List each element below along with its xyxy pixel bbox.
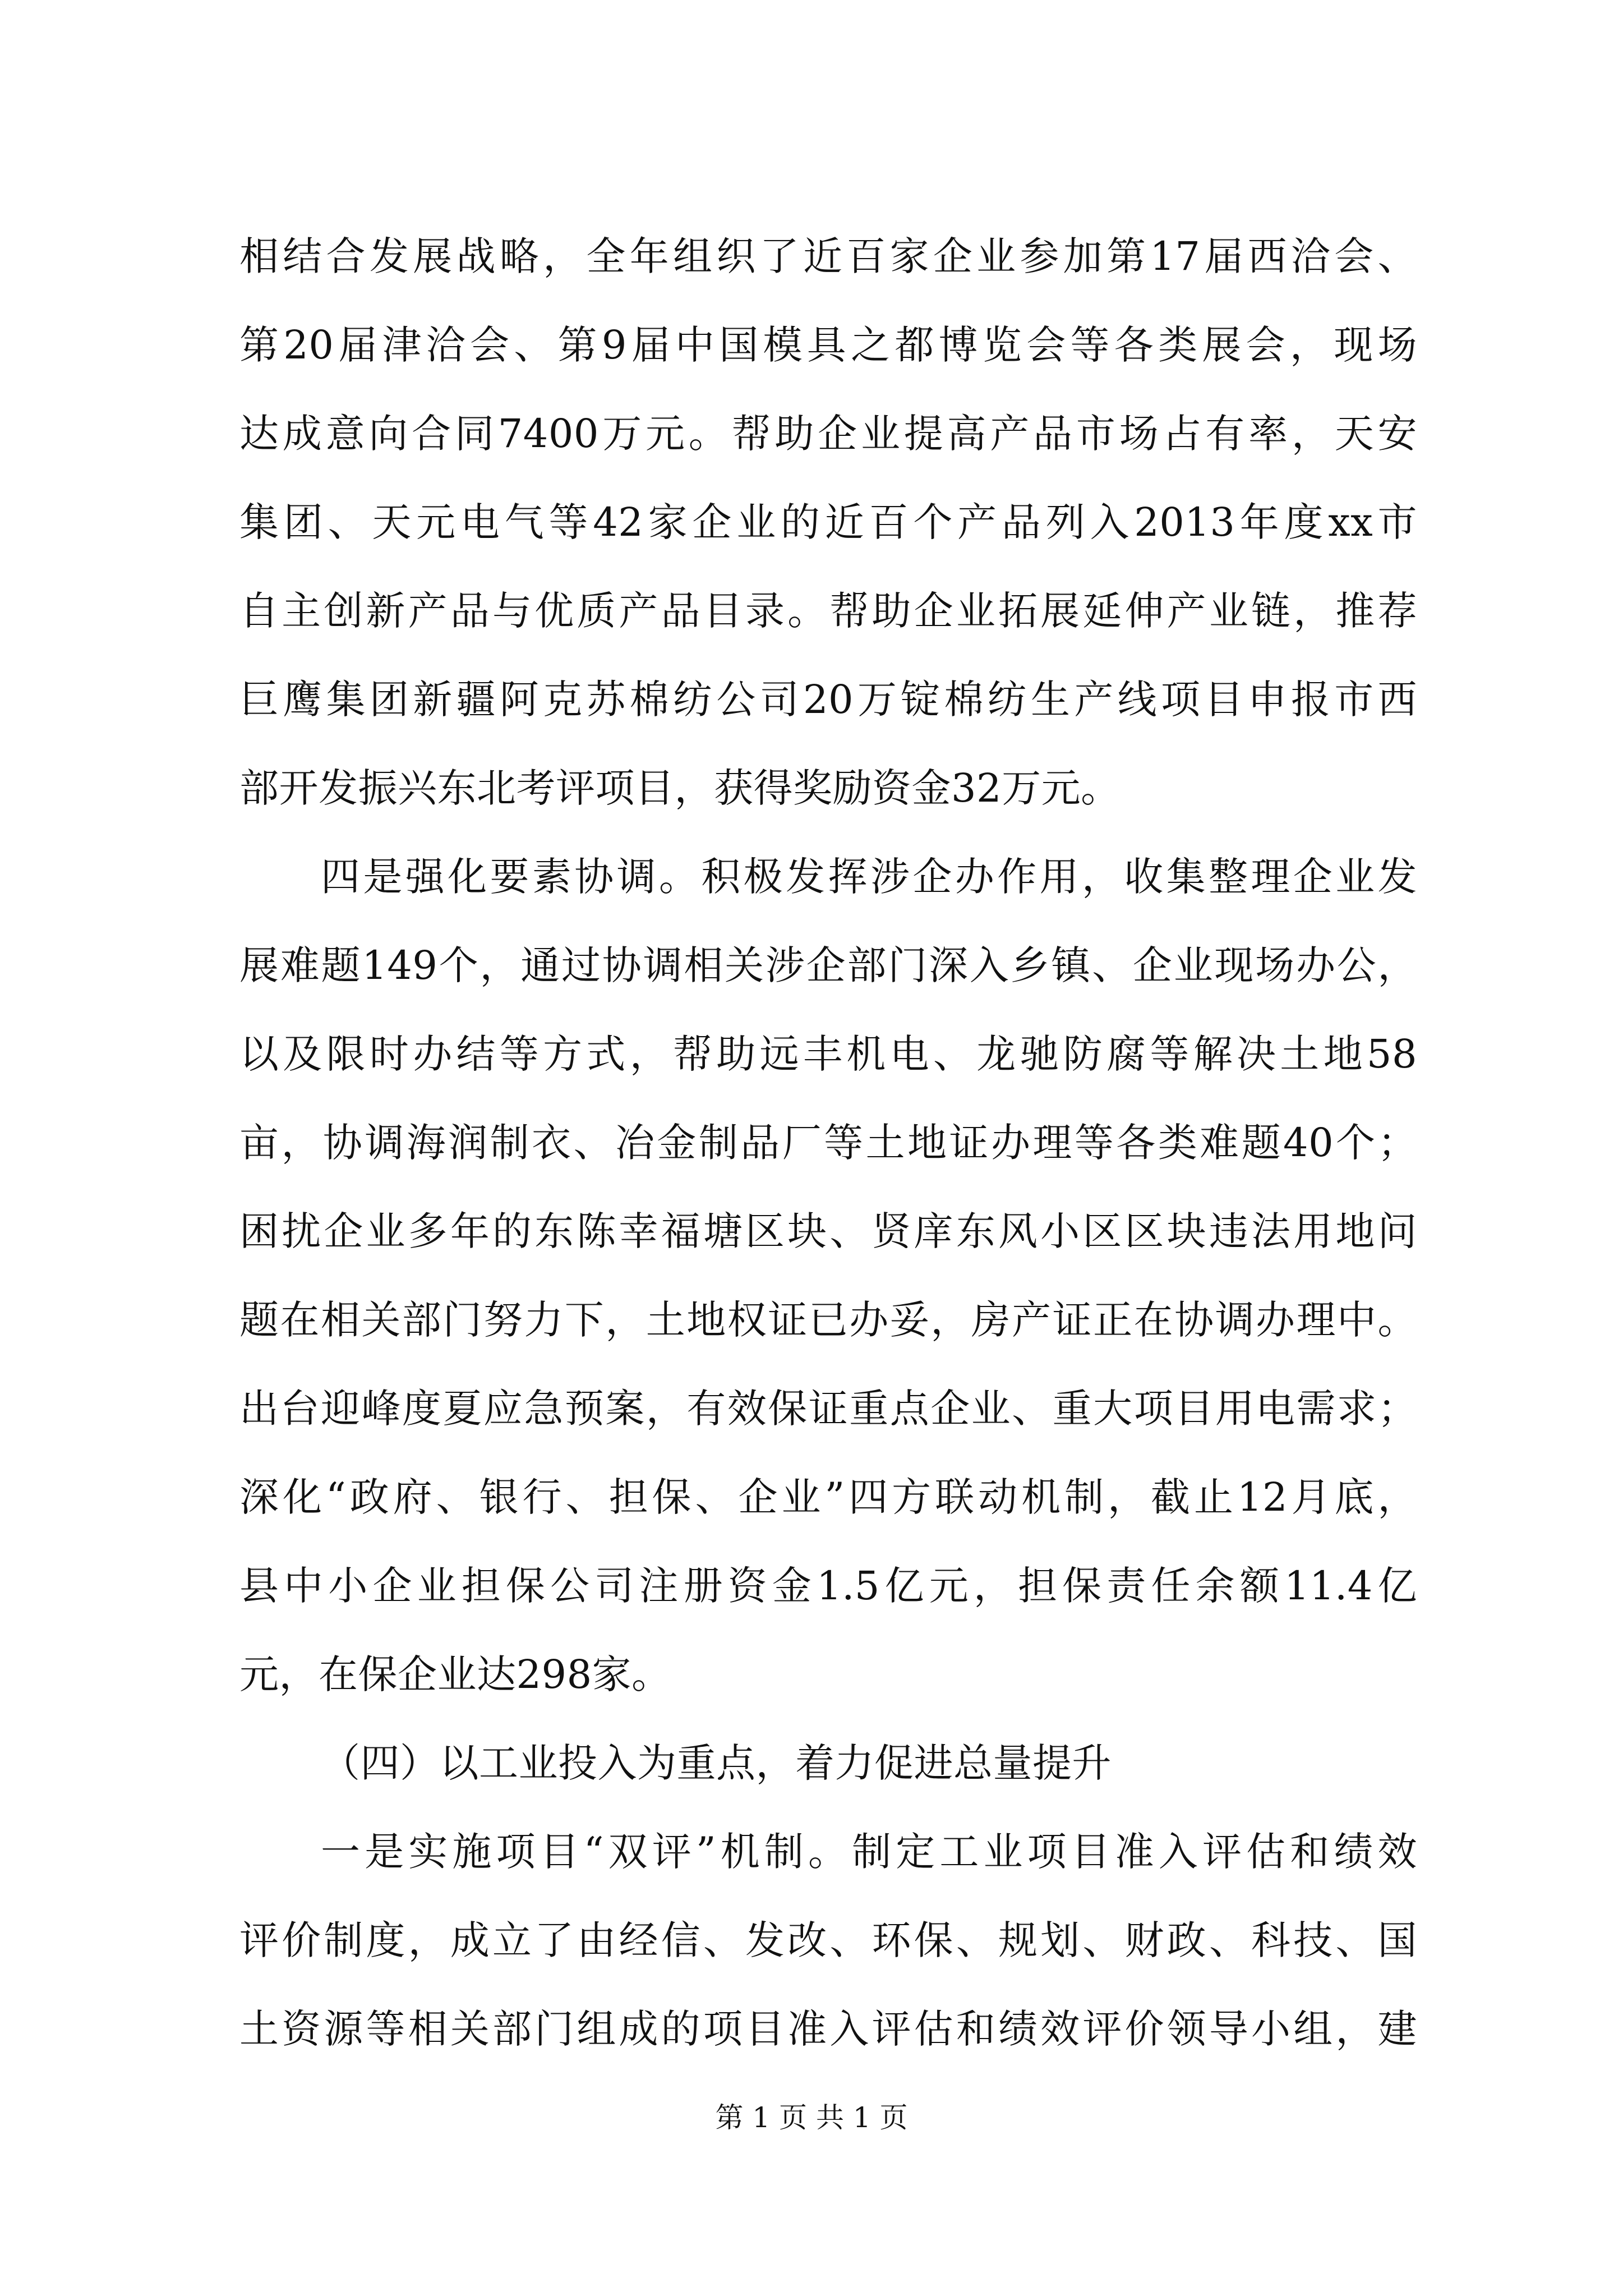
text-line: 元，在保企业达298家。	[239, 1651, 671, 1697]
text-line: 展难题149个，通过协调相关涉企部门深入乡镇、企业现场办公，	[239, 942, 1417, 988]
paragraph-first-line: 一是实施项目“双评”机制。制定工业项目准入评估和绩效	[321, 1829, 1417, 1875]
text-line: 相结合发展战略，全年组织了近百家企业参加第17届西洽会、	[239, 233, 1417, 279]
text-line: 部开发振兴东北考评项目，获得奖励资金32万元。	[239, 765, 1121, 811]
text-line: 县中小企业担保公司注册资金1.5亿元，担保责任余额11.4亿	[239, 1563, 1417, 1609]
text-line: 巨鹰集团新疆阿克苏棉纺公司20万锭棉纺生产线项目申报市西	[239, 677, 1417, 723]
text-line: 亩，协调海润制衣、冶金制品厂等土地证办理等各类难题40个；	[239, 1120, 1417, 1166]
paragraph-first-line: 四是强化要素协调。积极发挥涉企办作用，收集整理企业发	[321, 854, 1417, 900]
section-heading: （四）以工业投入为重点，着力促进总量提升	[321, 1740, 1112, 1786]
text-line: 深化“政府、银行、担保、企业”四方联动机制，截止12月底，	[239, 1474, 1417, 1520]
text-line: 以及限时办结等方式，帮助远丰机电、龙驰防腐等解决土地58	[239, 1031, 1417, 1077]
text-line: 评价制度，成立了由经信、发改、环保、规划、财政、科技、国	[239, 1917, 1417, 1963]
document-body	[239, 212, 1417, 2073]
text-line: 困扰企业多年的东陈幸福塘区块、贤庠东风小区区块违法用地问	[239, 1208, 1417, 1254]
page-number-footer: 第 1 页 共 1 页	[715, 2101, 908, 2134]
text-line: 第20届津洽会、第9届中国模具之都博览会等各类展会，现场	[239, 322, 1417, 368]
text-line: 土资源等相关部门组成的项目准入评估和绩效评价领导小组，建	[239, 2006, 1417, 2052]
text-line: 自主创新产品与优质产品目录。帮助企业拓展延伸产业链，推荐	[239, 588, 1417, 634]
text-line: 集团、天元电气等42家企业的近百个产品列入2013年度xx市	[239, 499, 1417, 545]
text-line: 达成意向合同7400万元。帮助企业提高产品市场占有率，天安	[239, 411, 1417, 457]
text-line: 出台迎峰度夏应急预案，有效保证重点企业、重大项目用电需求；	[239, 1386, 1417, 1432]
text-line: 题在相关部门努力下，土地权证已办妥，房产证正在协调办理中。	[239, 1297, 1417, 1343]
